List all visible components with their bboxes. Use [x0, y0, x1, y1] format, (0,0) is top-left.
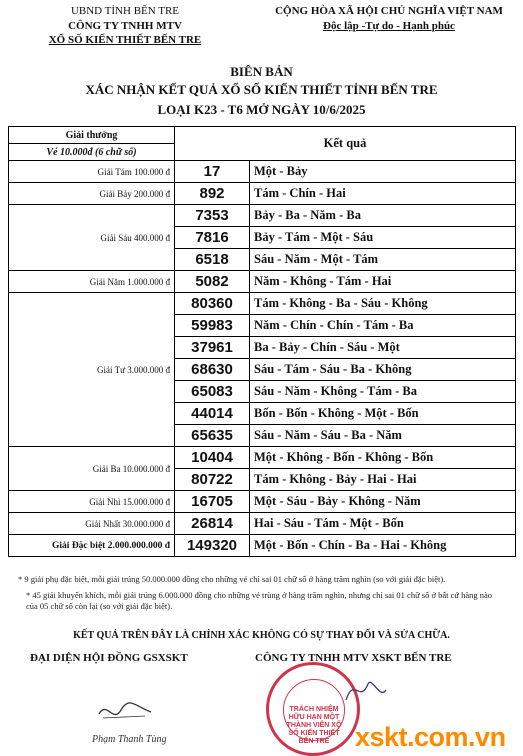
number-words: Ba - Bảy - Chín - Sáu - Một [250, 337, 516, 359]
winning-number: 65635 [175, 425, 250, 447]
number-words: Một - Không - Bốn - Không - Bốn [250, 447, 516, 469]
table-row [9, 491, 516, 513]
number-words: Sáu - Năm - Sáu - Ba - Năm [250, 425, 516, 447]
org-line-2: CÔNG TY TNHH MTV [68, 19, 182, 32]
number-words: Một - Sáu - Bảy - Không - Năm [250, 491, 516, 513]
doc-subtitle: XÁC NHẬN KẾT QUẢ XỔ SỐ KIẾN THIẾT TỈNH BẾN TRE [85, 82, 438, 97]
ticket-header: Vé 10.000đ (6 chữ số) [9, 144, 175, 161]
winning-number: 7816 [175, 227, 250, 249]
number-words: Hai - Sáu - Tám - Một - Bốn [250, 513, 516, 535]
winning-number: 10404 [175, 447, 250, 469]
table-row [9, 271, 516, 293]
table-row [9, 161, 516, 183]
number-words: Tám - Chín - Hai [250, 183, 516, 205]
winning-number: 16705 [175, 491, 250, 513]
winning-number: 80722 [175, 469, 250, 491]
prize-label: Giải Sáu 400.000 đ [9, 205, 175, 271]
note-consolation: * 9 giải phụ đặc biệt, mỗi giải trúng 50.000.000 đồng cho những vé chỉ sai 01 chữ số ở hàng trăm nghìn (so với giải đặc biệt). [18, 574, 446, 584]
table-row-special [9, 535, 516, 557]
signer-name: Phạm Thanh Tùng [92, 734, 167, 745]
special-number-words: Một - Bốn - Chín - Ba - Hai - Không [250, 535, 516, 557]
number-words: Năm - Chín - Chín - Tám - Ba [250, 315, 516, 337]
number-words: Bảy - Ba - Năm - Ba [250, 205, 516, 227]
org-line-1: UBND TỈNH BẾN TRE [70, 5, 180, 17]
prize-label: Giải Nhất 30.000.000 đ [9, 513, 175, 535]
number-words: Một - Bảy [250, 161, 516, 183]
winning-number: 5082 [175, 271, 250, 293]
number-words: Tám - Không - Ba - Sáu - Không [250, 293, 516, 315]
special-prize-label: Giải Đặc biệt 2.000.000.000 đ [9, 535, 175, 557]
winning-number: 6518 [175, 249, 250, 271]
result-header: Kết quả [175, 127, 516, 161]
special-number: 149320 [175, 535, 250, 557]
prize-label: Giải Bảy 200.000 đ [9, 183, 175, 205]
winning-number: 65083 [175, 381, 250, 403]
table-row [9, 293, 516, 315]
number-words: Sáu - Năm - Một - Tám [250, 249, 516, 271]
company-signature-title: CÔNG TY TNHH MTV XSKT BẾN TRE [255, 652, 452, 664]
winning-number: 26814 [175, 513, 250, 535]
nation-line: CỘNG HÒA XÃ HỘI CHỦ NGHĨA VIỆT NAM [275, 5, 503, 17]
table-row [9, 205, 516, 227]
number-words: Tám - Không - Bảy - Hai - Hai [250, 469, 516, 491]
winning-number: 17 [175, 161, 250, 183]
prize-label: Giải Năm 1.000.000 đ [9, 271, 175, 293]
prize-label: Giải Ba 10.000.000 đ [9, 447, 175, 491]
prize-label: Giải Nhì 15.000.000 đ [9, 491, 175, 513]
winning-number: 59983 [175, 315, 250, 337]
number-words: Sáu - Tám - Sáu - Ba - Không [250, 359, 516, 381]
note-encouragement: * 45 giải khuyến khích, mỗi giải trúng 6.000.000 đồng cho những vé trùng ở hàng trăm nghìn, nhưng chỉ sai 01 chữ số ở bất cứ hàng nào của 05 chữ số còn lại (so với giải đặc biệt). [26, 590, 493, 611]
winning-number: 68630 [175, 359, 250, 381]
header-right [255, 4, 523, 33]
prize-label: Giải Tư 3.000.000 đ [9, 293, 175, 447]
watermark: xskt.com.vn [355, 722, 506, 752]
number-words: Bốn - Bốn - Không - Một - Bốn [250, 403, 516, 425]
motto-line: Độc lập -Tự do - Hạnh phúc [323, 19, 455, 32]
signature-right-icon [340, 670, 390, 710]
council-signature-title: ĐẠI DIỆN HỘI ĐỒNG GSXSKT [30, 652, 188, 664]
draw-info: LOẠI K23 - T6 MỞ NGÀY 10/6/2025 [157, 102, 366, 117]
number-words: Sáu - Năm - Không - Tám - Ba [250, 381, 516, 403]
number-words: Bảy - Tám - Một - Sáu [250, 227, 516, 249]
table-row [9, 447, 516, 469]
signature-left-icon [95, 696, 155, 726]
winning-number: 37961 [175, 337, 250, 359]
prize-label: Giải Tám 100.000 đ [9, 161, 175, 183]
number-words: Năm - Không - Tám - Hai [250, 271, 516, 293]
header-left [0, 4, 250, 48]
prize-header: Giải thưởng [9, 127, 175, 144]
winning-number: 892 [175, 183, 250, 205]
doc-title: BIÊN BẢN [230, 64, 293, 79]
table-row [9, 183, 516, 205]
confirmation-statement: KẾT QUẢ TRÊN ĐÂY LÀ CHÍNH XÁC KHÔNG CÓ SỰ THAY ĐỔI VÀ SỬA CHỮA. [73, 630, 450, 641]
table-row [9, 513, 516, 535]
stamp-text: TRÁCH NHIỆM HỮU HẠN MỘT THÀNH VIÊN XỔ SỐ KIẾN THIẾT BẾN TRE [286, 706, 342, 745]
results-table [8, 126, 516, 557]
winning-number: 80360 [175, 293, 250, 315]
winning-number: 7353 [175, 205, 250, 227]
winning-number: 44014 [175, 403, 250, 425]
org-line-3: XỔ SỐ KIẾN THIẾT BẾN TRE [48, 34, 202, 46]
